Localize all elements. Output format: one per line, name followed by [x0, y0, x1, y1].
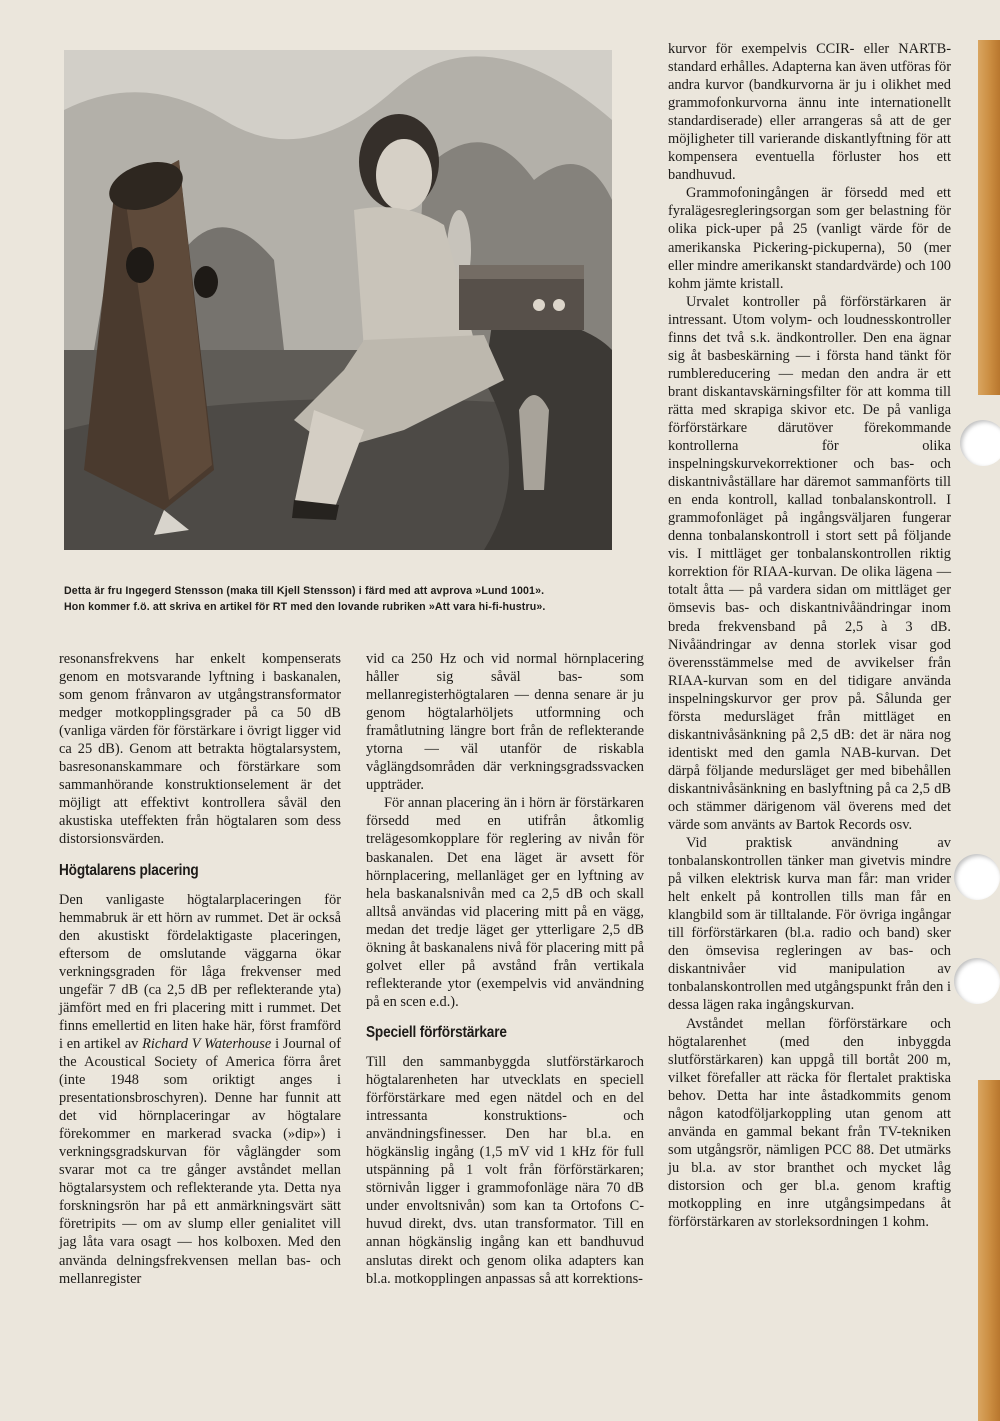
punch-hole-lower	[954, 958, 1000, 1004]
page-edge-tape-bottom	[978, 1080, 1000, 1421]
col3-paragraph-4: Vid praktisk användning av tonbalanskontrollen tänker man givetvis mindre på vilken elektrisk kurva man får: man vrider helt enkelt på kontrollen tills man får en klangbild som är tilltalande. För övriga ingångar till förförstärkaren (bl.a. radio och band) sker den ömsevisa regleringen av bas- och diskantnivåer vid manipulation av tonbalanskontrollen med utgångspunkt från den i dessa lägen raka ingångskurvan.	[668, 835, 951, 1014]
col3-paragraph-5: Avståndet mellan förförstärkare och högtalarenhet (med den inbyggda slutförstärkaren) kan uppgå till bortåt 200 m, vilket förefaller att räcka för flertalet praktiska behov. Detta har inte åstadkommits genom någon katodföljarkoppling utan genom att använda en gammal bekant från TV-tekniken som utgångsrör, nämligen PCC 88. Det utmärks ju bl.a. av stor branthet och mycket låg distorsion och ger bl.a. genom kraftig motkoppling en inre utgångsimpedans åt förförstärkaren av storleksordningen 1 kohm.	[668, 1015, 951, 1231]
photo-caption	[64, 583, 624, 615]
author-name: Richard V Waterhouse	[142, 1035, 272, 1052]
text-column-1	[59, 650, 341, 1288]
caption-line-2: Hon kommer f.ö. att skriva en artikel för RT med den lovande rubriken »Att vara hi-fi-hustru».	[64, 601, 546, 613]
col3-paragraph-1: kurvor för exempelvis CCIR- eller NARTB-standard erhålles. Adapterna kan även utföras för andra kurvor (bandkurvorna är ju i olikhet med grammofonkurvorna ännu inte internationellt standardiserade) eller arrangeras så att de ger möjligheter till varierande diskantlyftning för att kompensera eventuella förluster hos ett bandhuvud.	[668, 41, 951, 184]
section-heading-speciell-forforstarkare: Speciell förförstärkare	[366, 1023, 507, 1041]
col1-paragraph-2	[59, 891, 341, 1288]
col1-paragraph-1: resonansfrekvens har enkelt kompenserats genom en motsvarande lyftning i baskanalen, som genom frånvaron av utgångstransformator medger motkopplingsgrader på ca 50 dB (vanliga värden för förstärkare i övrigt ligger vid ca 25 dB). Genom att betrakta högtalarsystem, basresonanskammare och förstärkare som sammanhörande konstruktionselement är det möjligt att effektivt kontrollera såväl den akustiska uteffekten från högtalaren som dess distorsionsvärden.	[59, 651, 341, 848]
col3-paragraph-3: Urvalet kontroller på förförstärkaren är intressant. Utom volym- och loudnesskontroller finns det två s.k. ändkontroller. Den ena ägnar sig åt basbeskärning — i första hand tänkt för rumblereducering — medan den andra är ett brant diskantavskärningsfilter för att komma till rätta med skrapiga skivor etc. De på vanliga förförstärkare därutöver förekommande kontrollerna för olika inspelningskurvekorrektioner och bas- och diskantnivåställare har däremot sammanförts till en enda kontroll, kallad tonbalanskontroll. I grammofonläget på ingångsväljaren fungerar denna tonbalanskontroll i stort sett på följande vis. I mittläget ger tonbalanskontrollen riktig korrektion för RIAA-kurvan. De olika lägena — totalt åtta — på vardera sidan om mittläget ger ömsevis bas- och diskantnivåändringar inom breda frekvensband på 2,5 à 3 dB. Nivåändringar av denna storlek visar god överensstämmelse med de avvikelser från RIAA-kurvan som en del tidigare använda inspelningskurvor ger prov på. Sålunda ger första medursläget från mittläget en diskantnivåsänkning på 2,5 dB: det är nära nog identiskt med den gamla NAB-kurvan. Det därpå följande medursläget ger med bibehållen diskantnivåsänkning en baslyftning på ca 2,5 dB och stämmer därigenom väl överens med det värde som använts av Bartok Records osv.	[668, 293, 951, 834]
col2-paragraph-1: vid ca 250 Hz och vid normal hörnplacering håller sig såväl bas- som mellanregisterhögtalaren — denna senare är ju genom högtalarhöljets utformning och framåtlutning längre bort från de reflekterande ytorna — väl utanför de riskabla våglängdsområden där verkningsgradssvacken uppträder.	[366, 651, 644, 794]
col3-paragraph-2: Grammofoningången är försedd med ett fyralägesregleringsorgan som ger belastning för olika pick-uper på 25 (vanligt värde för de amerikanska Pickering-pickuperna), 50 (mer eller mindre amerikanskt standardvärde) och 100 kohm jämte kristall.	[668, 185, 951, 292]
text-column-2	[366, 650, 644, 1288]
col1-paragraph-2-part-a: Den vanligaste högtalarplaceringen för hemmabruk är ett hörn av rummet. Det är också den akustiskt fördelaktigaste placeringen, eftersom de omslutande väggarna ökar verkningsgraden för låga frekvenser med ungefär 7 dB (ca 2,5 dB per reflekterande yta) jämfört med en fri placering mitt i rummet. Det finns emellertid en liten hake här, först framförd i en artikel av	[59, 891, 341, 1052]
section-heading-hogtalarens-placering: Högtalarens placering	[59, 861, 199, 879]
col1-paragraph-2-part-b: i Journal of the Acoustical Society of America förra året (inte 1948 som oriktigt anges i presentationsbroschyren). Denne har funnit att det vid hörnplaceringar av högtalare förekommer en markerad svacka (»dip») i verkningsgradskurvan för våglängder som svarar mot ca tre gånger avståndet mellan högtalarsystem och reflekterande yta. Detta nya forskningsrön har på ett anmärkningsvärt sätt företripits — om av slump eller genialitet vill jag låta vara osagt — hos kolboxen. Med den använda delningsfrekvensen mellan bas- och mellanregister	[59, 1035, 342, 1287]
punch-hole-middle	[954, 854, 1000, 900]
text-column-3	[668, 40, 951, 1231]
col2-paragraph-2: För annan placering än i hörn är förstärkaren försedd med en utifrån åtkomlig trelägesomkopplare för reglering av nivån för baskanalen. Det ena läget är avsett för hörnplacering, mellanläget ger en lyftning av hela baskanalsnivån med ca 2,5 dB och skall alltså användas vid placering mitt på en vägg, medan det tredje läget ger ytterligare 2,5 dB ökning åt baskanalens nivå för placering mitt på golvet eller på avstånd från vertikala reflekterande ytor (exempelvis vid användning på en scen e.d.).	[366, 795, 644, 1010]
article-photo	[64, 50, 612, 550]
page-edge-tape-top	[978, 40, 1000, 395]
col2-paragraph-3: Till den sammanbyggda slutförstärkaroch högtalarenheten har utvecklats en speciell förförstärkare med egen nätdel och en del intressanta konstruktions- och användningsfinesser. Den har bl.a. en högkänslig ingång (1,5 mV vid 1 kHz för full utspänning på 1 volt från förförstärkaren; störnivån ligger i grammofonläge nära 70 dB under envoltsnivån) som kan ta Ortofons C-huvud direkt, dvs. utan transformator. Till en annan högkänslig ingång kan ett bandhuvud anslutas direkt och genom olika adapters kan bl.a. motkopplingen anpassas så att korrektions-	[366, 1053, 644, 1287]
caption-line-1: Detta är fru Ingegerd Stensson (maka till Kjell Stensson) i färd med att avprova »Lund 1001».	[64, 585, 545, 597]
punch-hole-upper	[960, 420, 1000, 466]
